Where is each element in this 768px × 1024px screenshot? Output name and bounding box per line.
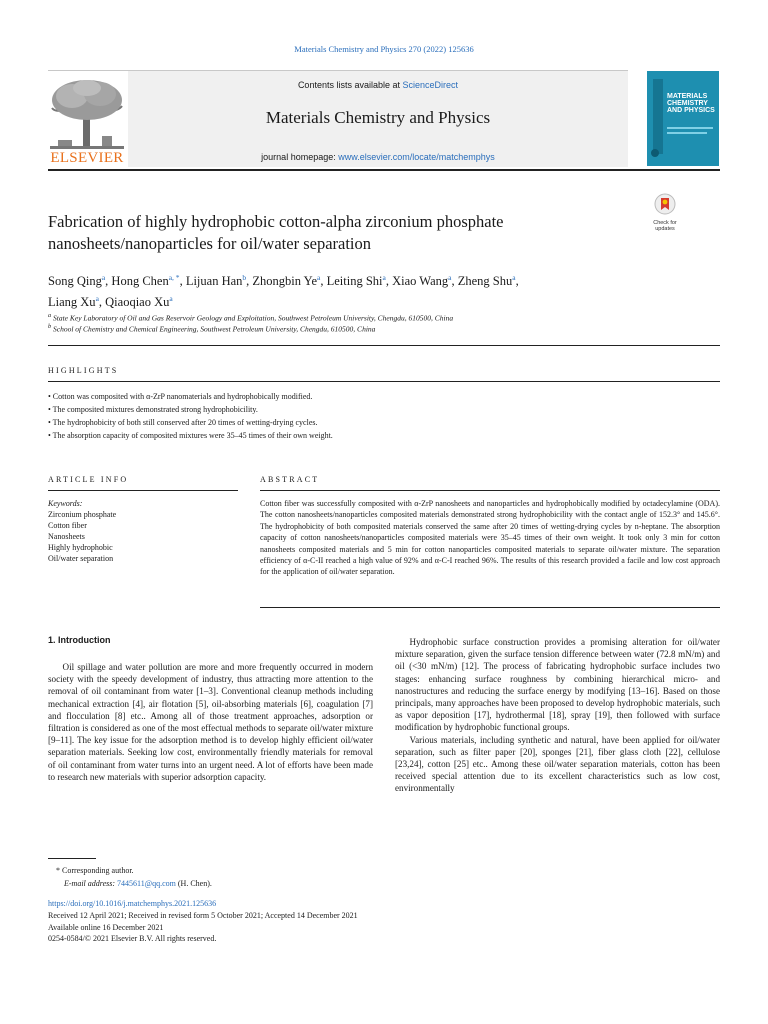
highlight-item: • Cotton was composited with α-ZrP nanomaterials and hydrophobically modified.	[48, 392, 313, 401]
divider	[260, 607, 720, 608]
author[interactable]: Leiting Shi$^a$	[326, 273, 386, 289]
highlight-item: • The composited mixtures demonstrated strong hydrophobicility.	[48, 405, 258, 414]
homepage-link[interactable]: www.elsevier.com/locate/matchemphys	[338, 152, 495, 162]
keyword: Highly hydrophobic	[48, 543, 113, 552]
author[interactable]: Liang Xu$^a$	[48, 294, 99, 310]
divider	[260, 490, 720, 491]
homepage-prefix: journal homepage:	[261, 152, 336, 162]
affiliation: $^a$ State Key Laboratory of Oil and Gas Reservoir Geology and Exploitation, Southwest Petroleum University, Chengdu, 610500, China	[48, 312, 454, 323]
affiliation: $^b$ School of Chemistry and Chemical Engineering, Southwest Petroleum University, Chengdu, 610500, China	[48, 323, 376, 334]
keywords-label: Keywords:	[48, 499, 83, 508]
divider	[48, 490, 238, 491]
keyword: Oil/water separation	[48, 554, 114, 563]
paragraph: Various materials, including synthetic and natural, have been applied for oil/water separation, such as filter paper [20], sponges [21], fiber glass cloth [22], cellulose [23,24], cotton [25] etc.. Among these oil/water separation materials, cotton has been received special attention due to its excellent characteristics such as low cost, environmentally	[395, 734, 720, 794]
journal-cover[interactable]	[647, 71, 719, 166]
intro-right-column	[395, 636, 720, 795]
author[interactable]: Song Qing$^a$	[48, 273, 106, 289]
highlights-label: HIGHLIGHTS	[48, 366, 119, 375]
doi-link[interactable]: https://doi.org/10.1016/j.matchemphys.2021.125636	[48, 899, 217, 908]
author[interactable]: Qiaoqiao Xu$^a$	[105, 294, 173, 310]
online-date: Available online 16 December 2021	[48, 923, 164, 932]
intro-left-column	[48, 661, 373, 783]
article-title-line-1: Fabrication of highly hydrophobic cotton-alpha zirconium phosphate	[48, 212, 504, 231]
article-info-label: ARTICLE INFO	[48, 475, 129, 484]
author[interactable]: Zheng Shu$^a$	[457, 273, 516, 289]
elsevier-wordmark: ELSEVIER	[50, 150, 124, 166]
introduction-heading: 1. Introduction	[48, 635, 111, 645]
keyword: Nanosheets	[48, 532, 85, 541]
article-title	[48, 211, 628, 255]
email-line: E-mail address: 7445611@qq.com (H. Chen).	[64, 879, 212, 888]
divider	[48, 345, 720, 346]
keyword: Cotton fiber	[48, 521, 87, 530]
sciencedirect-link[interactable]: ScienceDirect	[402, 80, 459, 90]
check-for-updates-button[interactable]	[645, 193, 685, 233]
check-updates-label: Check for updates	[653, 220, 677, 232]
email-link[interactable]: 7445611@qq.com	[117, 879, 176, 888]
article-title-line-2: nanosheets/nanoparticles for oil/water separation	[48, 234, 372, 253]
paragraph: Hydrophobic surface construction provides a promising alteration for oil/water mixture separation, given the surface tension difference between water (72.8 mN/m) and oil (<30 mN/m) [12]. The process of fabricating hydrophobic surface includes two stages: enhancing surface roughness by combining hierarchical micro- and nanostructures and reducing the surface energy by modifying [13–16]. Based on those principals, many approaches have been proposed to develop hydrophobic materials, such as vapor deposition [17], hydrothermal [18], spray [19], then followed with surface modification by hydrophobic functional groups.	[395, 637, 720, 733]
highlight-item: • The hydrophobicity of both still conserved after 20 times of wetting-drying cycles.	[48, 418, 318, 427]
author[interactable]: Xiao Wang$^a$	[392, 273, 452, 289]
abstract-label: ABSTRACT	[260, 475, 320, 484]
author[interactable]: Zhongbin Ye$^a$	[252, 273, 321, 289]
author[interactable]: Lijuan Han$^b$	[185, 273, 247, 289]
highlight-item: • The absorption capacity of composited mixtures were 35–45 times of their own weight.	[48, 431, 333, 440]
footnote-rule	[48, 858, 96, 859]
received-dates: Received 12 April 2021; Received in revised form 5 October 2021; Accepted 14 December 2021	[48, 911, 358, 920]
cover-title: MATERIALS CHEMISTRY AND PHYSICS	[667, 93, 715, 114]
keyword: Zirconium phosphate	[48, 510, 117, 519]
divider	[48, 381, 720, 382]
bookmark-icon	[654, 193, 676, 215]
author-list: Song Qing$^a$, Hong Chen$^{a, *}$, Lijuan Han$^b$, Zhongbin Ye$^a$, Leiting Shi$^a$, Xiao Wang$^a$, Zheng Shu$^a$, Liang Xu$^a$, Qiaoqiao Xu$^a$	[48, 273, 519, 310]
journal-title: Materials Chemistry and Physics	[265, 108, 491, 127]
paragraph: Oil spillage and water pollution are more and more frequently occurred in modern society with the speedy development of industry, thus attracting more attention to the removal of oil contaminant from water [1–3]. Conventional cleanup methods including mechanical extraction [4], air flotation [5], oil-absorbing materials [6], coagulation [7] and flocculation [8] etc.. Among all of those treatment approaches, adsorption or filtration is considered as one of the most effectual methods to separate oil/water mixture [9–11]. The key issue for the adsorption method is to develop highly efficient oil/water separation materials. Seeking low cost, environmentally friendly materials for removal of oil contaminant from water turns into an urgent need. A lot of efforts have been made to research new materials with superior adsorption capacity.	[48, 662, 373, 782]
homepage-line	[128, 152, 628, 162]
corresponding-author-note: * Corresponding author.	[56, 866, 134, 875]
header-bottom-rule	[48, 169, 720, 171]
contents-line	[128, 80, 628, 90]
journal-reference[interactable]: Materials Chemistry and Physics 270 (2022) 125636	[294, 44, 474, 54]
abstract-text: Cotton fiber was successfully composited with α-ZrP nanosheets and nanoparticles and hydrophobically modified by octadecylamine (ODA). The cotton nanosheets/nanoparticles composited materials demonstrated strong hydrophobicility with the contact angle of 152.3° and 145.6°. The hydrophobicity of both composited materials conserved the same after 20 times of wetting-drying cycles by n-heptane. The absorption capacity of cotton nanosheets/nanoparticles composited materials were 35–45 times of their own weight. It took only 3 min for cotton nanosheets composited materials and 5 min for cotton nanoparticles composited materials to separate oil/water mixture. The separation efficiency of α-C-II reached a high value of 92% and α-C-I reached 96%. The results of this research provided a facile and low cost approach for the application of oil/water separation.	[260, 499, 720, 577]
author[interactable]: Hong Chen$^{a, *}$	[111, 273, 180, 289]
contents-prefix: Contents lists available at	[297, 80, 400, 90]
copyright: 0254-0584/© 2021 Elsevier B.V. All rights reserved.	[48, 934, 217, 943]
